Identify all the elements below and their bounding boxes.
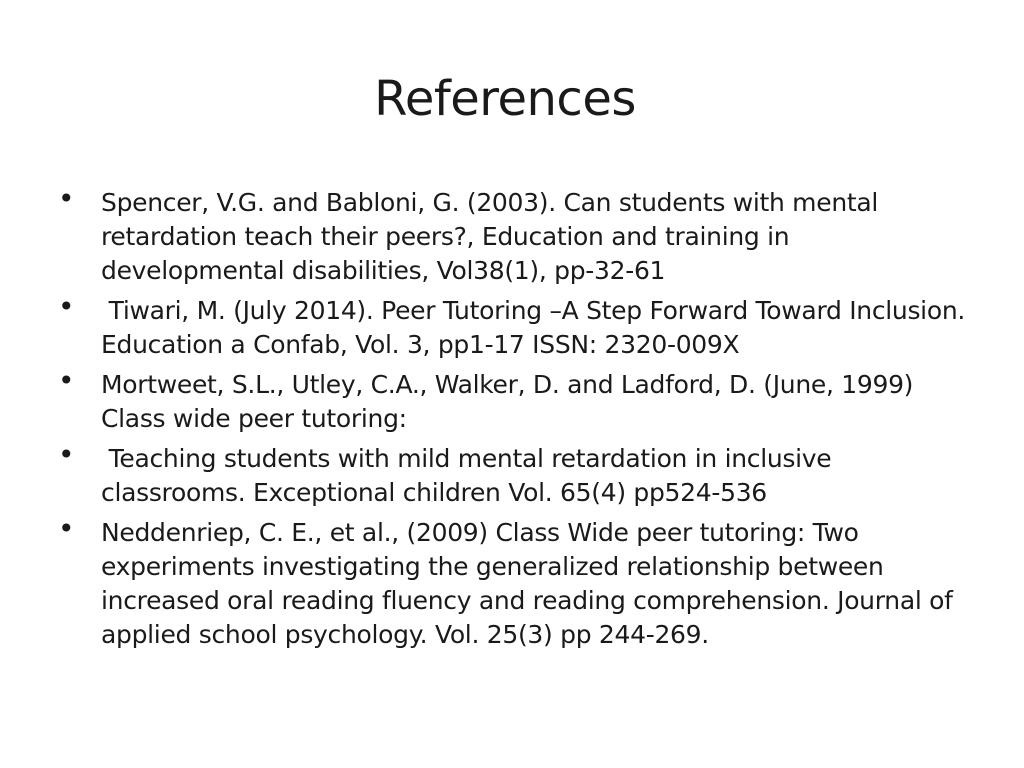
reference-item <box>58 290 978 362</box>
bullet-icon: • <box>58 512 75 545</box>
slide-title: References <box>374 71 636 127</box>
reference-text: Tiwari, M. (July 2014). Peer Tutoring –A Step Forward Toward Inclusion. Education a Confab, Vol. 3, pp1-17 ISSN: 2320-009X <box>101 296 973 359</box>
reference-list <box>58 182 978 658</box>
reference-text: Teaching students with mild mental retardation in inclusive classrooms. Exceptional children Vol. 65(4) pp524-536 <box>101 444 840 507</box>
reference-item <box>58 182 978 288</box>
bullet-icon: • <box>58 364 75 397</box>
reference-text: Mortweet, S.L., Utley, C.A., Walker, D. and Ladford, D. (June, 1999) Class wide peer tutoring: <box>101 370 921 433</box>
reference-text: Neddenriep, C. E., et al., (2009) Class Wide peer tutoring: Two experiments investigating the generalized relationship between increased oral reading fluency and reading comprehension. Journal of applied school psychology. Vol. 25(3) pp 244-269. <box>101 518 961 649</box>
bullet-icon: • <box>58 290 75 323</box>
reference-item <box>58 438 978 510</box>
reference-item <box>58 364 978 436</box>
bullet-icon: • <box>58 182 75 215</box>
reference-item <box>58 512 978 652</box>
reference-text: Spencer, V.G. and Babloni, G. (2003). Can students with mental retardation teach their peers?, Education and training in developmental disabilities, Vol38(1), pp-32-61 <box>101 188 886 285</box>
bullet-icon: • <box>58 438 75 471</box>
